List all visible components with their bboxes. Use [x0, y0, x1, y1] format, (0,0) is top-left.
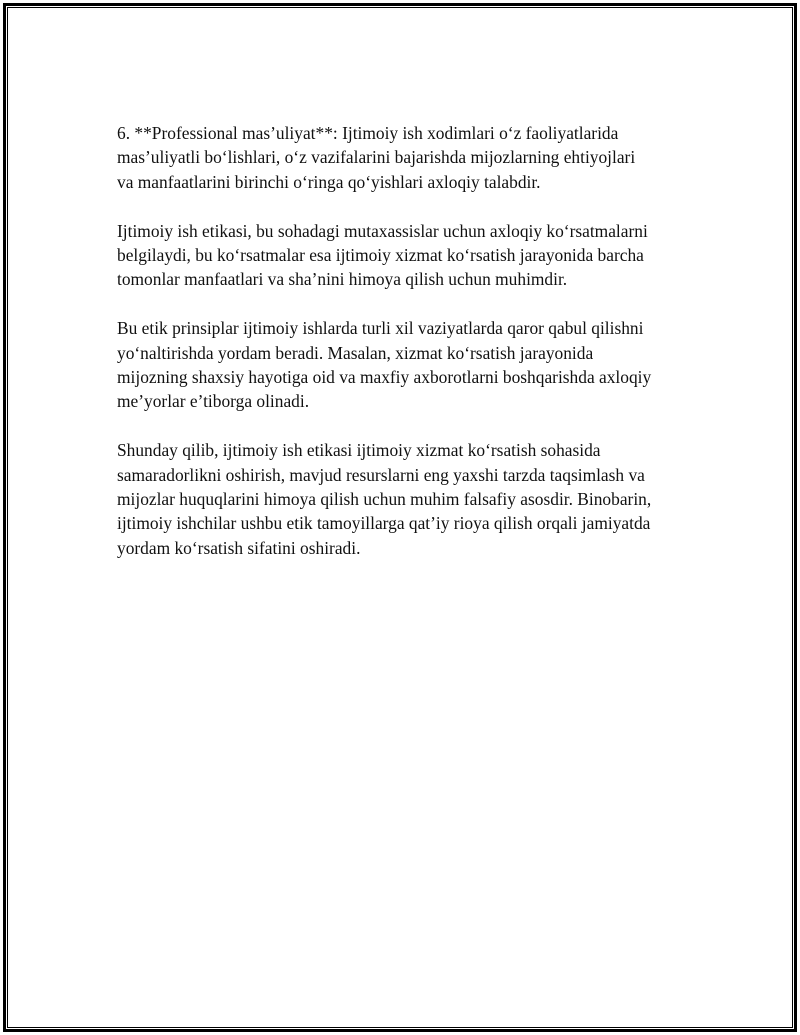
- text-line: ijtimoiy ishchilar ushbu etik tamoyillarga qat’iy rioya qilish orqali jamiyatda: [117, 513, 651, 534]
- text-line: belgilaydi, bu ko‘rsatmalar esa ijtimoiy xizmat ko‘rsatish jarayonida barcha: [117, 245, 644, 266]
- text-line: Shunday qilib, ijtimoiy ish etikasi ijtimoiy xizmat ko‘rsatish sohasida: [117, 440, 601, 461]
- text-line: mas’uliyatli bo‘lishlari, o‘z vazifalarini bajarishda mijozlarning ehtiyojlari: [117, 147, 636, 168]
- text-line: samaradorlikni oshirish, mavjud resurslarni eng yaxshi tarzda taqsimlash va: [117, 464, 645, 485]
- paragraph-ethical-principles: [117, 316, 717, 414]
- text-line: me’yorlar e’tiborga olinadi.: [117, 391, 310, 412]
- text-line: va manfaatlarini birinchi o‘ringa qo‘yishlari axloqiy talabdir.: [117, 171, 541, 192]
- text-line: mijozning shaxsiy hayotiga oid va maxfiy axborotlarni boshqarishda axloqiy: [117, 367, 652, 388]
- paragraph-conclusion: [117, 438, 717, 560]
- text-line: yordam ko‘rsatish sifatini oshiradi.: [117, 537, 361, 558]
- text-line: Ijtimoiy ish etikasi, bu sohadagi mutaxassislar uchun axloqiy ko‘rsatmalarni: [117, 220, 648, 241]
- paragraph-professional-responsibility: [117, 121, 717, 194]
- text-line: mijozlar huquqlarini himoya qilish uchun muhim falsafiy asosdir. Binobarin,: [117, 489, 652, 510]
- paragraph-social-work-ethics: [117, 219, 717, 292]
- text-line: yo‘naltirishda yordam beradi. Masalan, xizmat ko‘rsatish jarayonida: [117, 342, 594, 363]
- text-line: Bu etik prinsiplar ijtimoiy ishlarda turli xil vaziyatlarda qaror qabul qilishni: [117, 318, 644, 339]
- page-frame: [3, 3, 797, 1032]
- text-line: 6. **Professional mas’uliyat**: Ijtimoiy ish xodimlari o‘z faoliyatlarida: [117, 123, 619, 143]
- text-line: tomonlar manfaatlari va sha’nini himoya qilish uchun muhimdir.: [117, 269, 568, 290]
- document-body: [117, 121, 717, 585]
